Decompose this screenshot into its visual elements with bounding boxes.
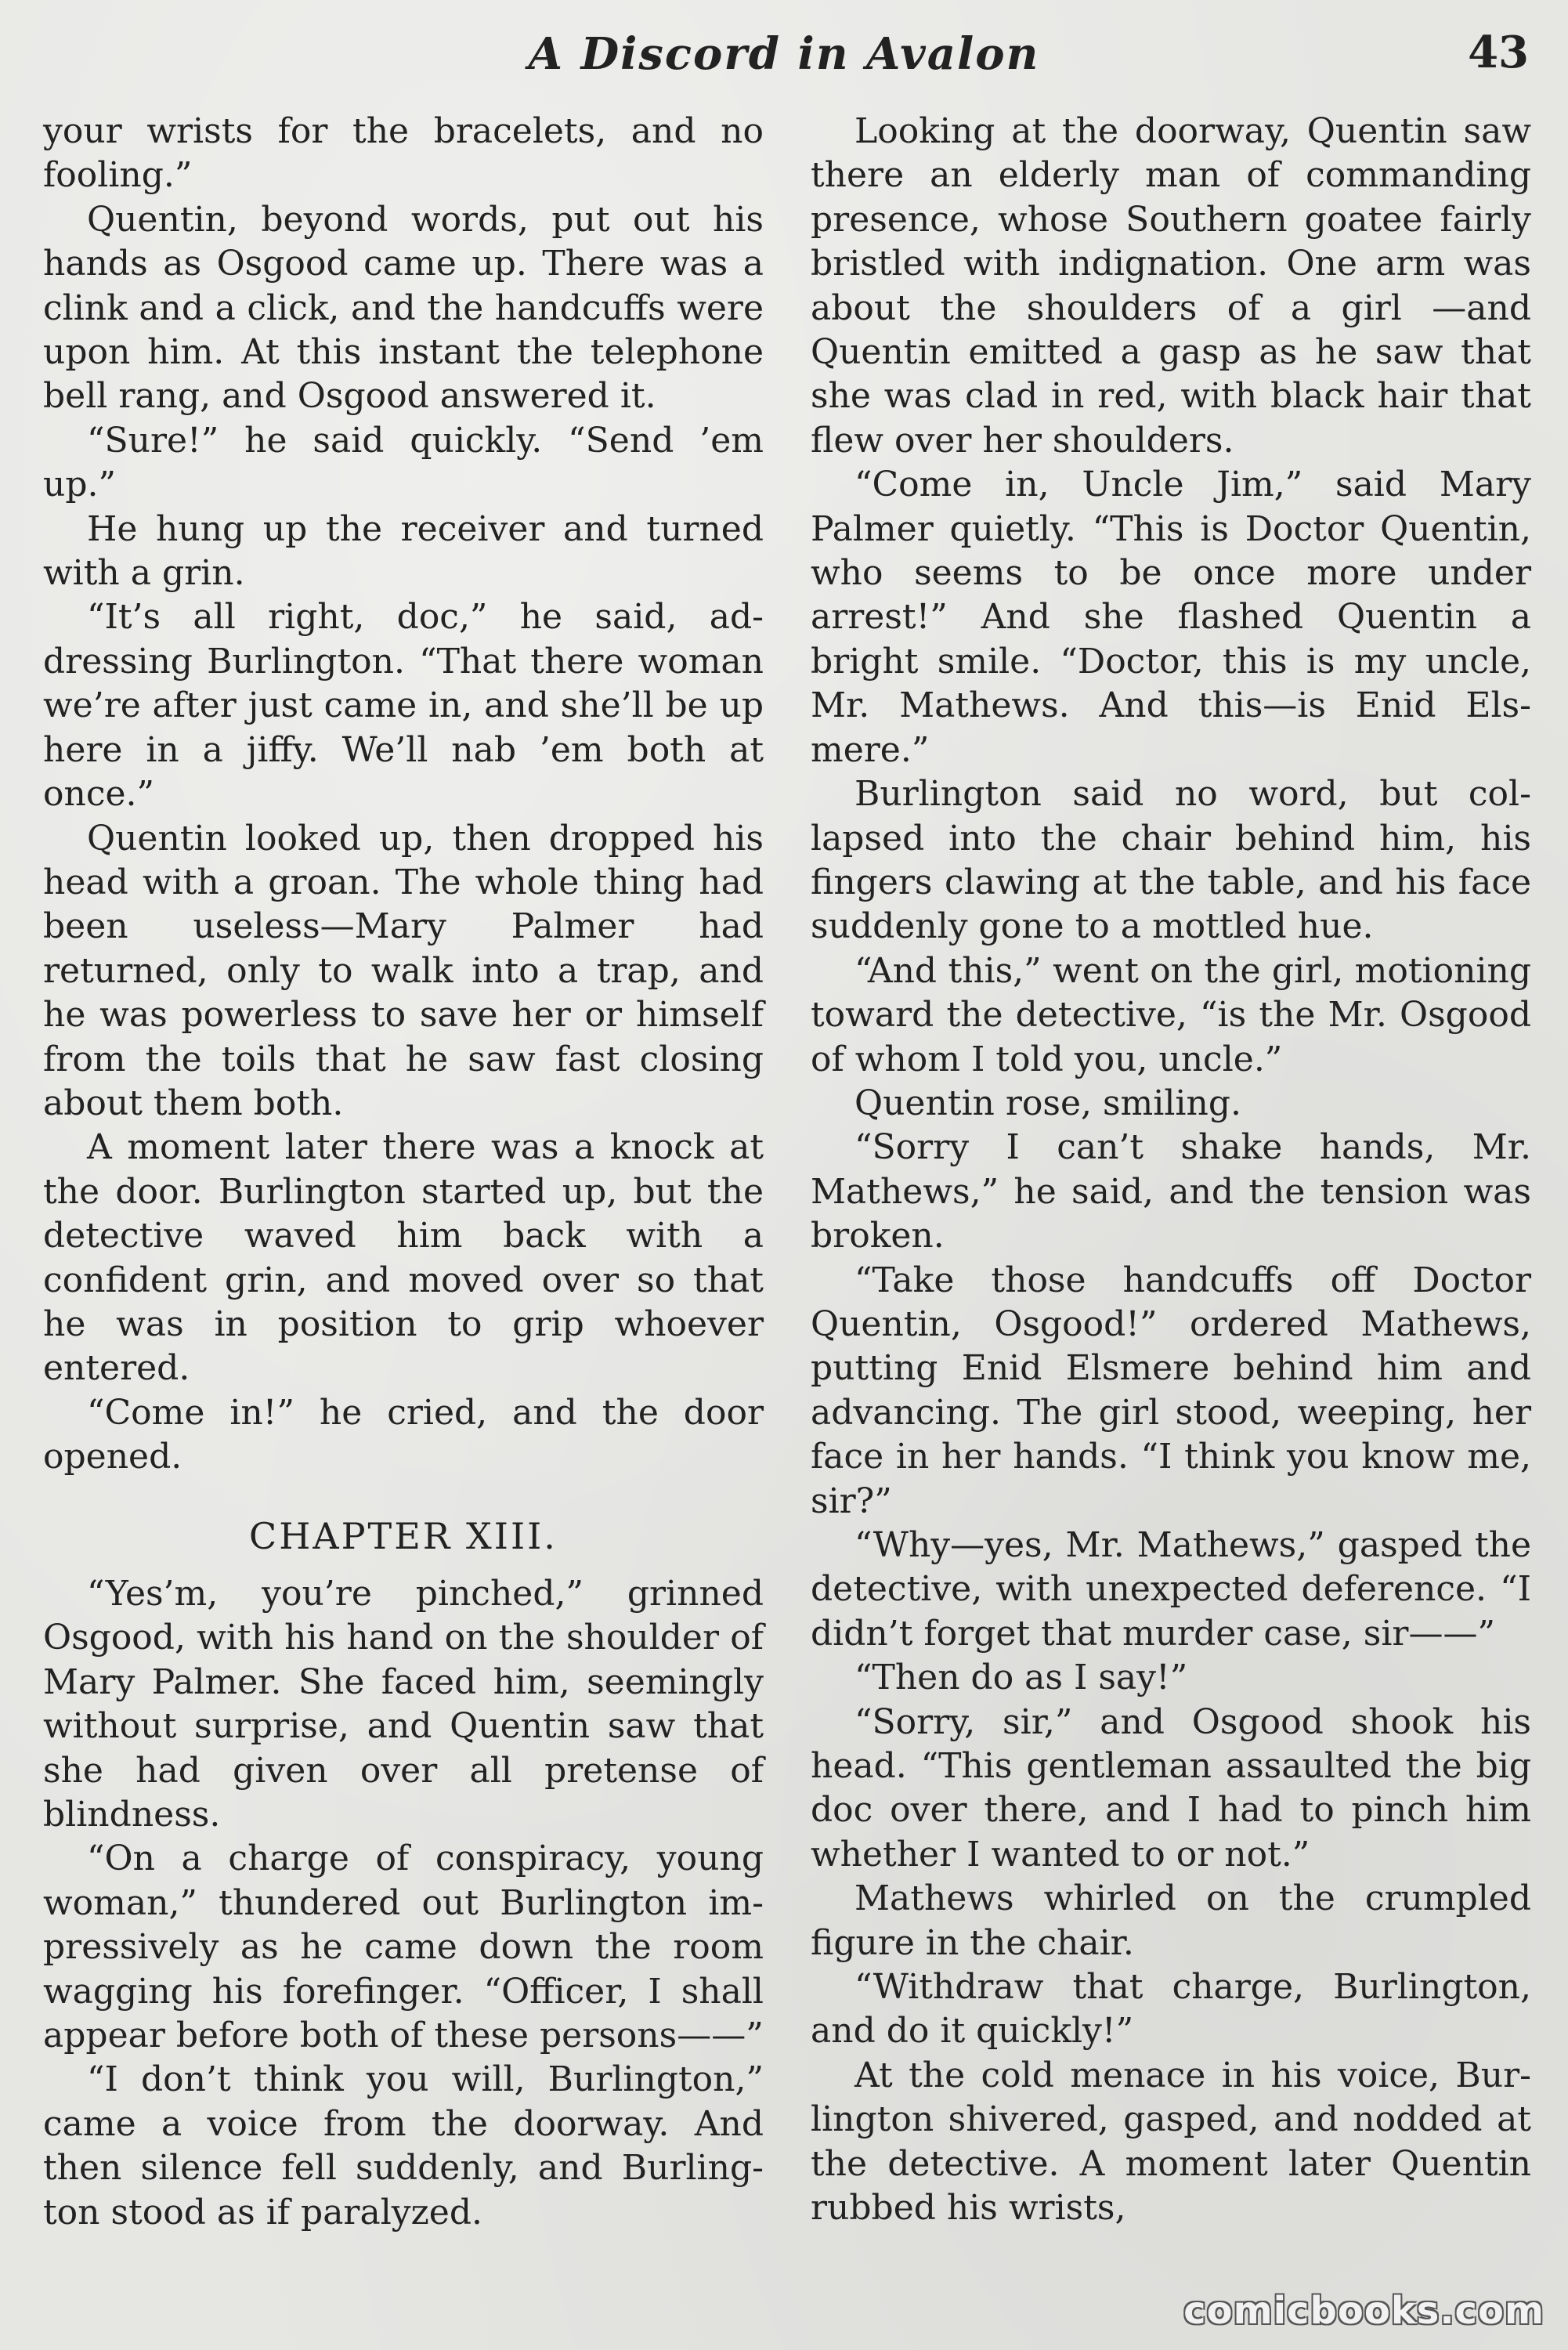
paragraph: “Take those handcuffs off Doctor Quentin, Osgood!” ordered Mathews, putting Enid Elsmere behind him and advancing. The girl stood, weeping, her face in her hands. “I think you know me, sir?” (811, 1260, 1531, 1521)
paragraph: Mathews whirled on the crumpled figure in the chair. (811, 1878, 1531, 1963)
paragraph: Quentin looked up, then dropped his head with a groan. The whole thing had been useless—Mary Palmer had returned, only to walk into a trap, and he was powerless to save her or himself from the toils that he saw fast closing about them both. (43, 818, 764, 1123)
left-column (43, 110, 764, 2235)
paragraph: At the cold menace in his voice, Burlington shivered, gasped, and nodded at the detective. A moment later Quentin rubbed his wrists, (811, 2055, 1531, 2229)
paragraph: “Come in!” he cried, and the door opened. (43, 1392, 764, 1477)
paragraph: Looking at the doorway, Quentin saw there an elderly man of commanding presence, whose Southern goatee fairly bristled with indignation. One arm was about the shoulders of a girl —and Quentin emitted a gasp as he saw that she was clad in red, with black hair that flew over her shoulders. (811, 111, 1531, 461)
paragraph: “Withdraw that charge, Burlington, and do it quickly!” (811, 1967, 1531, 2052)
paragraph: “Come in, Uncle Jim,” said Mary Palmer quietly. “This is Doctor Quentin, who seems to be once more under arrest!” And she flashed Quentin a bright smile. “Doctor, this is my uncle, Mr. Mathews. And this—is Enid Elsmere.” (811, 465, 1531, 770)
paragraph: “Then do as I say!” (854, 1658, 1188, 1698)
watermark-logo: comicbooks.com (1183, 2289, 1545, 2333)
paragraph: “I don’t think you will, Burlington,” came a voice from the doorway. And then silence fell suddenly, and Burlington stood as if paralyzed. (43, 2059, 764, 2232)
right-column (811, 110, 1531, 2231)
paragraph: “And this,” went on the girl, motioning toward the detective, “is the Mr. Osgood of whom I told you, uncle.” (811, 950, 1531, 1079)
paragraph: Burlington said no word, but collapsed into the chair behind him, his fingers clawing at the table, and his face suddenly gone to a mottled hue. (811, 774, 1531, 947)
paragraph: “It’s all right, doc,” he said, addressing Burlington. “That there woman we’re after just came in, and she’ll be up here in a jiffy. We’ll nab ’em both at once.” (43, 597, 764, 815)
paragraph: “Sorry I can’t shake hands, Mr. Mathews,” he said, and the tension was broken. (811, 1127, 1531, 1256)
paragraph: Quentin, beyond words, put out his hands as Osgood came up. There was a clink and a click, and the handcuffs were upon him. At this instant the telephone bell rang, and Osgood answered it. (43, 199, 764, 417)
paragraph: A moment later there was a knock at the door. Burlington started up, but the detective waved him back with a confident grin, and moved over so that he was in position to grip whoever entered. (43, 1127, 764, 1389)
paragraph: “Sure!” he said quickly. “Send ’em up.” (43, 420, 764, 505)
running-title: A Discord in Avalon (528, 28, 1040, 80)
paragraph: “Why—yes, Mr. Mathews,” gasped the detective, with unexpected deference. “I didn’t forget that murder case, sir——” (811, 1525, 1531, 1654)
page-number: 43 (1468, 27, 1529, 78)
paragraph: Quentin rose, smiling. (854, 1083, 1241, 1123)
paragraph: “Sorry, sir,” and Osgood shook his head. “This gentleman assaulted the big doc over there, and I had to pinch him whether I wanted to or not.” (811, 1701, 1531, 1875)
paragraph: He hung up the receiver and turned with a grin. (43, 508, 764, 594)
paragraph: “On a charge of conspiracy, young woman,” thundered out Burlington impressively as he came down the room wagging his forefinger. “Officer, I shall appear before both of these persons——” (43, 1838, 764, 2056)
paragraph: “Yes’m, you’re pinched,” grinned Osgood, with his hand on the shoulder of Mary Palmer. She faced him, seemingly without surprise, and Quentin saw that she had given over all pretense of blindness. (43, 1574, 764, 1835)
paragraph: your wrists for the bracelets, and no fooling.” (43, 111, 764, 196)
page-header (0, 22, 1568, 92)
chapter-heading: CHAPTER XIII. (249, 1514, 558, 1557)
